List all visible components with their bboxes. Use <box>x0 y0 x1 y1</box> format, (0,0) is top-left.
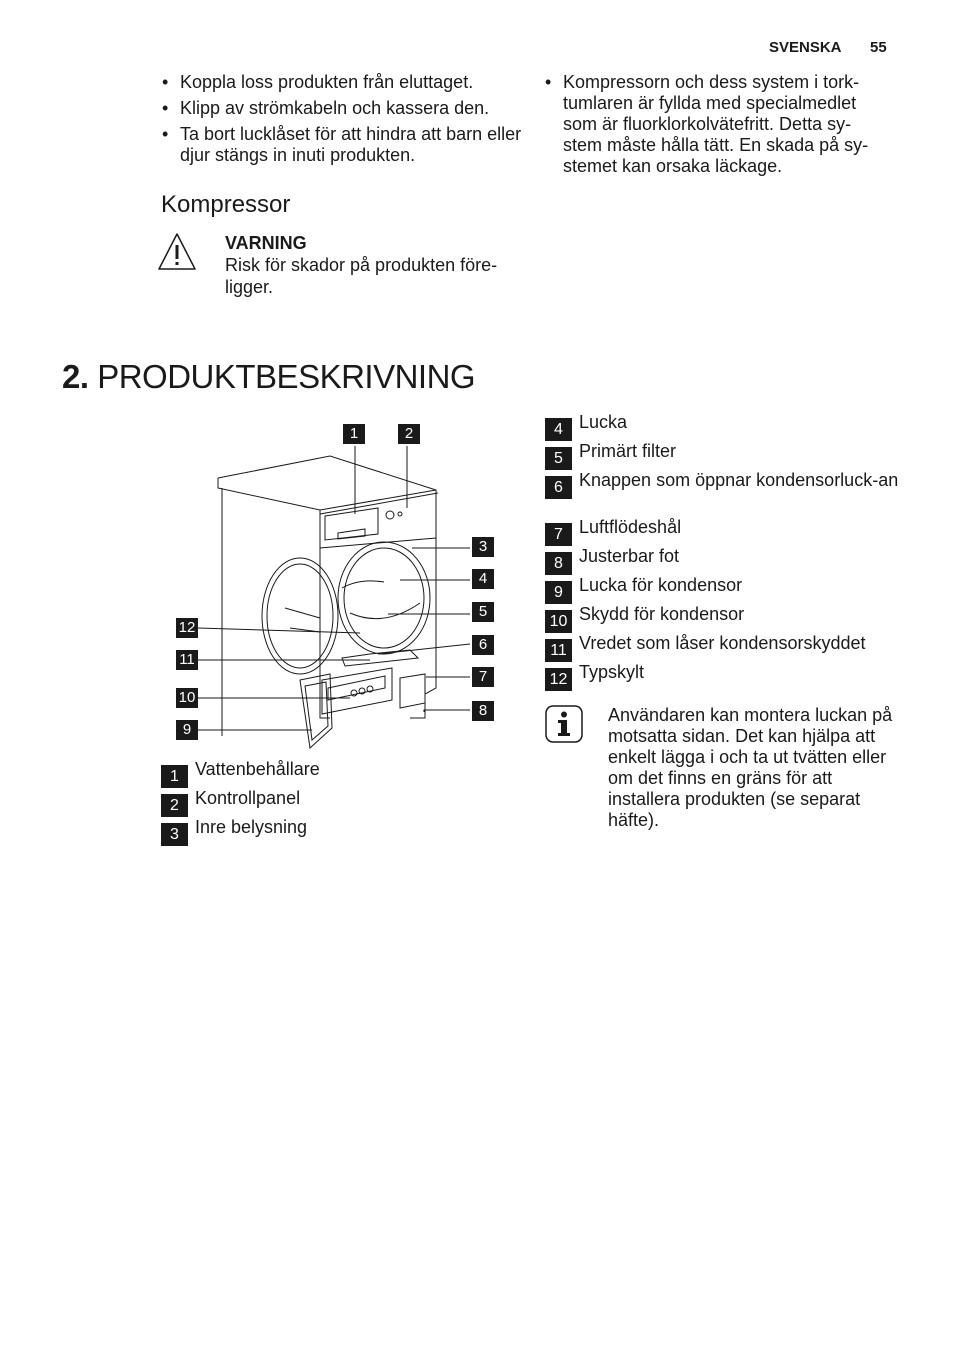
legend-number: 6 <box>545 476 572 499</box>
header-language: SVENSKA <box>769 39 842 56</box>
callout-8: 8 <box>472 701 494 721</box>
legend-label: Typskylt <box>579 662 645 682</box>
callout-2: 2 <box>398 424 420 444</box>
list-item: • Koppla loss produkten från eluttaget. <box>162 72 474 92</box>
legend-number: 12 <box>545 668 572 691</box>
section-title <box>62 358 475 396</box>
legend-label: Skydd för kondensor <box>579 604 745 624</box>
legend-label: Lucka för kondensor <box>579 575 743 595</box>
callout-11: 11 <box>176 650 198 670</box>
legend-label: Justerbar fot <box>579 546 680 566</box>
list-item: • Kompressorn och dess system i tork-tumlaren är fyllda med specialmedlet som är fluorklorkolvätefritt. Detta sy-stem måste hålla tätt. En skada på sy-stemet kan orsaka läckage. <box>545 72 869 176</box>
callout-12: 12 <box>176 618 198 638</box>
section-name: PRODUKTBESKRIVNING <box>97 358 476 395</box>
callout-6: 6 <box>472 635 494 655</box>
callout-5: 5 <box>472 602 494 622</box>
kompressor-heading: Kompressor <box>161 191 291 218</box>
list-item: • Ta bort lucklåset för att hindra att barn eller djur stängs in inuti produkten. <box>162 124 522 165</box>
legend-label: Primärt filter <box>579 441 677 461</box>
warning-title: VARNING <box>225 233 307 253</box>
callout-7: 7 <box>472 667 494 687</box>
legend-label: Lucka <box>579 412 628 432</box>
legend-number: 4 <box>545 418 572 441</box>
callout-10: 10 <box>176 688 198 708</box>
warning-text: Risk för skador på produkten före-ligger. <box>225 255 498 297</box>
callout-4: 4 <box>472 569 494 589</box>
legend-label: Luftflödeshål <box>579 517 682 537</box>
legend-number: 7 <box>545 523 572 546</box>
legend-number: 5 <box>545 447 572 470</box>
legend-number: 2 <box>161 794 188 817</box>
section-number: 2. <box>62 358 89 395</box>
legend-label: Kontrollpanel <box>195 788 301 808</box>
callout-9: 9 <box>176 720 198 740</box>
legend-label: Inre belysning <box>195 817 308 837</box>
legend-number: 11 <box>545 639 572 662</box>
legend-number: 8 <box>545 552 572 575</box>
page-number: 55 <box>870 39 887 56</box>
left-bullet-list <box>162 72 522 171</box>
dryer-diagram <box>170 418 510 758</box>
info-icon <box>545 705 583 743</box>
legend-number: 1 <box>161 765 188 788</box>
legend-number: 9 <box>545 581 572 604</box>
right-bullet-list <box>545 72 885 182</box>
list-item: • Klipp av strömkabeln och kassera den. <box>162 98 490 118</box>
legend-number: 10 <box>545 610 572 633</box>
legend-label: Vredet som låser kondensorskyddet <box>579 633 866 653</box>
info-note: Användaren kan montera luckan på motsatta sidan. Det kan hjälpa att enkelt lägga i och ta ut tvätten eller om det finns en gräns för att installera produkten (se separat häfte). <box>608 705 893 830</box>
legend-label: Knappen som öppnar kondensorluck-an <box>579 470 899 490</box>
legend-number: 3 <box>161 823 188 846</box>
legend-label: Vattenbehållare <box>195 759 320 779</box>
warning-triangle-icon <box>157 232 197 272</box>
callout-1: 1 <box>343 424 365 444</box>
callout-3: 3 <box>472 537 494 557</box>
